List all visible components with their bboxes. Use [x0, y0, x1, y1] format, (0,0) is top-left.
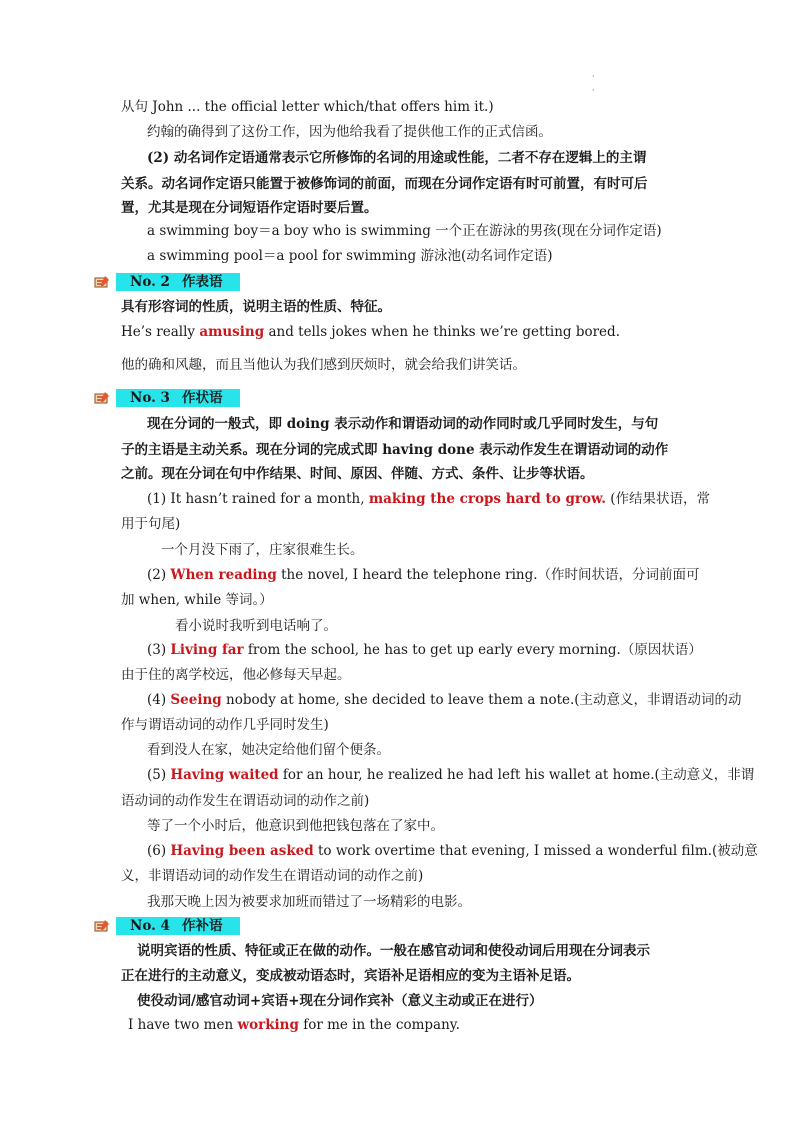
example-text: (5)	[147, 767, 171, 783]
example-line: 义，非谓语动词的动作发生在谓语动词的动作之前)	[121, 868, 424, 884]
example-text: (2)	[147, 567, 171, 583]
example-line	[147, 766, 754, 784]
highlighted-phrase: Seeing	[170, 692, 222, 708]
example-line	[147, 842, 758, 860]
section-title: 作表语	[182, 274, 223, 290]
section-title: 作补语	[182, 918, 223, 934]
example-line	[147, 641, 702, 659]
note-icon	[94, 275, 110, 289]
translation-line: 约翰的确得到了这份工作，因为他给我看了提供他工作的正式信函。	[147, 124, 552, 140]
highlighted-phrase: amusing	[199, 324, 265, 340]
example-line: 语动词的动作发生在谓语动词的动作之前)	[121, 793, 370, 809]
translation-line: 他的确和风趣，而且当他认为我们感到厌烦时，就会给我们讲笑话。	[121, 357, 526, 373]
translation-line: 由于住的离学校远，他必修每天早起。	[121, 667, 351, 683]
rule-line: 置，尤其是现在分词短语作定语时要后置。	[121, 200, 378, 216]
rule-line: 正在进行的主动意义，变成被动语态时，宾语补足语相应的变为主语补足语。	[121, 968, 580, 984]
section-title: 作状语	[182, 390, 223, 406]
translation-line: 等了一个小时后，他意识到他把钱包落在了家中。	[147, 818, 444, 834]
corner-mark: ·	[592, 72, 595, 81]
rule-line: 关系。动名词作定语只能置于被修饰词的前面，而现在分词作定语有时可前置，有时可后	[121, 176, 648, 192]
example-text: (作结果状语，常	[605, 491, 711, 507]
example-text: I have two men	[128, 1017, 238, 1033]
example-line	[128, 1016, 460, 1034]
highlighted-phrase: When reading	[170, 567, 277, 583]
text-line: 从句 John ... the official letter which/that offers him it.)	[121, 99, 494, 115]
example-line	[121, 323, 620, 341]
rule-line: 使役动词/感官动词+宾语+现在分词作宾补（意义主动或正在进行）	[137, 993, 543, 1009]
highlighted-phrase: Having been asked	[170, 843, 314, 859]
example-line: a swimming pool＝a pool for swimming 游泳池(动名词作定语)	[147, 248, 553, 264]
rule-line: 现在分词的一般式，即 doing 表示动作和谓语动词的动作同时或几乎同时发生，与句	[147, 416, 659, 432]
example-text: from the school, he has to get up early every morning.（原因状语）	[243, 642, 702, 658]
section-description: 具有形容词的性质，说明主语的性质、特征。	[121, 299, 391, 315]
rule-line: 子的主语是主动关系。现在分词的完成式即 having done 表示动作发生在谓语动词的动作	[121, 442, 669, 458]
example-text: He’s really	[121, 324, 200, 340]
example-text: nobody at home, she decided to leave them a note.(主动意义，非谓语动词的动	[221, 692, 742, 708]
section-header	[94, 273, 240, 291]
section-header	[94, 389, 240, 407]
example-text: and tells jokes when he thinks we’re getting bored.	[264, 324, 620, 340]
example-line: a swimming boy＝a boy who is swimming 一个正在游泳的男孩(现在分词作定语)	[147, 223, 662, 239]
example-line	[147, 566, 700, 584]
note-icon	[94, 919, 110, 933]
translation-line: 一个月没下雨了，庄家很难生长。	[161, 542, 364, 558]
section-number: No. 3	[130, 390, 170, 406]
highlighted-phrase: Living far	[170, 642, 244, 658]
example-text: the novel, I heard the telephone ring.（作时间状语，分词前面可	[276, 567, 700, 583]
highlighted-phrase: making the crops hard to grow.	[368, 491, 606, 507]
highlighted-phrase: working	[237, 1017, 299, 1033]
example-line	[147, 691, 742, 709]
example-text: (1) It hasn’t rained for a month,	[147, 491, 369, 507]
example-text: (4)	[147, 692, 171, 708]
rule-line: (2) 动名词作定语通常表示它所修饰的名词的用途或性能，二者不存在逻辑上的主谓	[147, 150, 647, 166]
example-line: 用于句尾)	[121, 516, 181, 532]
note-icon	[94, 391, 110, 405]
example-text: (3)	[147, 642, 171, 658]
section-header	[94, 917, 240, 935]
example-line	[147, 490, 710, 508]
example-line: 加 when, while 等词。）	[121, 592, 273, 608]
corner-mark: ·	[592, 86, 595, 95]
rule-line: 之前。现在分词在句中作结果、时间、原因、伴随、方式、条件、让步等状语。	[121, 466, 594, 482]
translation-line: 看到没人在家，她决定给他们留个便条。	[147, 742, 390, 758]
example-line: 作与谓语动词的动作几乎同时发生)	[121, 717, 329, 733]
example-text: (6)	[147, 843, 171, 859]
example-text: for me in the company.	[298, 1017, 460, 1033]
example-text: to work overtime that evening, I missed a wonderful film.(被动意	[313, 843, 758, 859]
rule-line: 说明宾语的性质、特征或正在做的动作。一般在感官动词和使役动词后用现在分词表示	[137, 943, 650, 959]
highlighted-phrase: Having waited	[170, 767, 279, 783]
example-text: for an hour, he realized he had left his wallet at home.(主动意义，非谓	[278, 767, 755, 783]
section-number: No. 2	[130, 274, 170, 290]
translation-line: 看小说时我听到电话响了。	[175, 618, 337, 634]
translation-line: 我那天晚上因为被要求加班而错过了一场精彩的电影。	[147, 894, 471, 910]
section-number: No. 4	[130, 918, 170, 934]
